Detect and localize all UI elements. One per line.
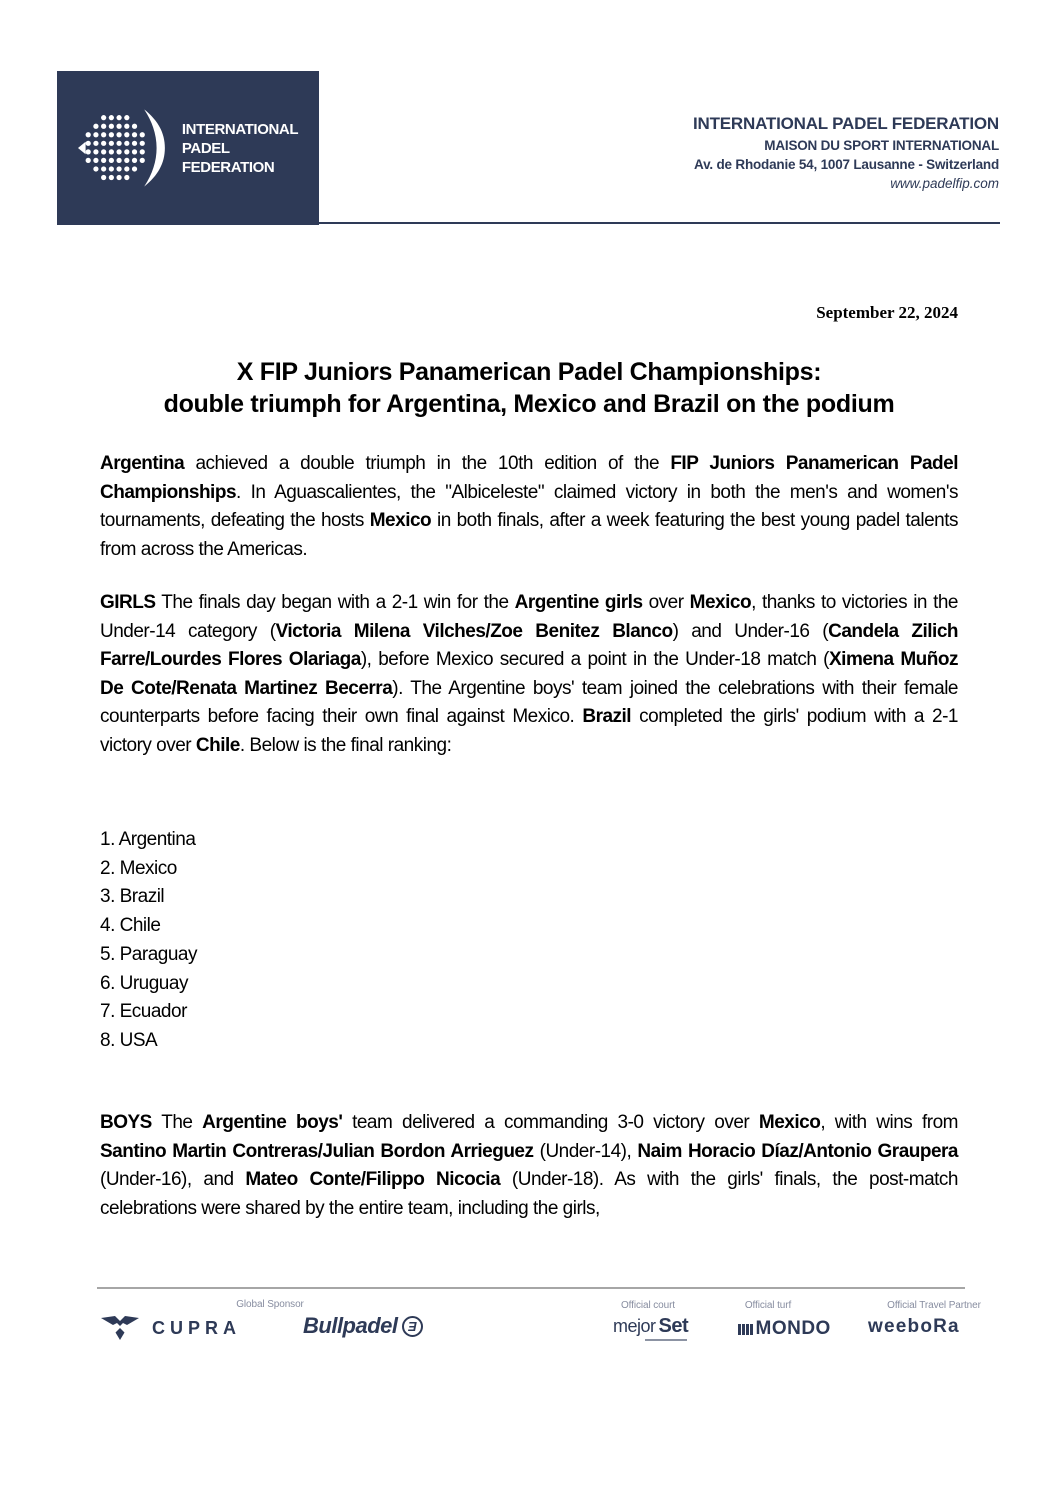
bold-text-run: Argentine boys' [202,1112,343,1133]
text-run: , thanks to victories in the Under-14 category ( [100,592,958,642]
text-run: ). The Argentine boys' team joined the celebrations with their female counterparts before facing their own final against Mexico. [100,677,958,728]
ranking-list-item: 2. Mexico [100,857,177,879]
ipf-logo-line2: PADEL [181,139,230,157]
ranking-list-item: 3. Brazil [100,886,165,908]
mondo-wordmark: MONDO [755,1318,831,1339]
ipf-ball-icon [78,108,169,188]
text-run: team delivered a commanding 3-0 victory over [342,1112,759,1133]
text-run: (Under-16), and [100,1169,246,1191]
org-name: INTERNATIONAL PADEL FEDERATION [693,114,999,133]
mondo-bars-icon [738,1324,753,1335]
text-run: . In Aguascalientes, the "Albiceleste" claimed victory in both the men's and women's tournaments, defeating the hosts [100,481,958,532]
ranking-list-item: 8. USA [100,1029,158,1051]
mejorset-tagline-strip [645,1339,687,1341]
text-run: The finals day began with a 2-1 win for the [155,592,515,613]
paragraph-girls [100,589,958,761]
text-run: achieved a double triumph in the 10th edition of the [184,453,671,474]
weebora-wordmark: weeboRa [868,1316,960,1337]
text-run: The [151,1112,203,1133]
text-run: , with wins from [820,1112,958,1133]
bold-text-run: Ximena Muñoz De Cote/Renata Martinez Becerra [100,649,958,699]
ipf-logo-line3: FEDERATION [181,158,275,176]
page-title-line1: X FIP Juniors Panamerican Padel Championships: [236,358,822,386]
ipf-logo-line1: INTERNATIONAL [181,120,299,138]
bold-text-run: BOYS [100,1112,152,1133]
travel-partner-label: Official Travel Partner [887,1300,981,1311]
bold-text-run: Candela Zilich Farre/Lourdes Flores Olariaga [100,620,959,671]
page-title [100,357,958,420]
bold-text-run: Argentine girls [514,592,643,613]
paragraph-intro [100,450,958,564]
bold-text-run: Chile [195,734,240,756]
bullpadel-logo [303,1313,423,1339]
text-run: in both finals, after a week featuring the best young padel talents from across the Americas. [100,510,958,560]
bold-text-run: Victoria Milena Vilches/Zoe Benitez Blanco [275,620,673,642]
cupra-logo [100,1315,241,1341]
mejorset-word-mejor: mejor [613,1316,656,1336]
ranking-list-item: 1. Argentina [100,829,196,850]
girls-ranking-list [100,826,500,1056]
bold-text-run: Mateo Conte/Filippo Nicocia [245,1169,501,1191]
text-run: (Under-18). As with the girls' finals, the post-match celebrations were shared by the entire team, including the girls, [100,1169,959,1219]
mejorset-word-set: Set [658,1315,689,1337]
text-run: ), before Mexico secured a point in the Under-18 match ( [360,649,829,671]
bold-text-run: Argentina [100,453,185,474]
mejorset-logo [613,1315,688,1341]
cupra-wordmark: CUPRA [152,1317,242,1338]
mondo-logo [738,1318,831,1340]
address-line1: MAISON DU SPORT INTERNATIONAL [764,138,999,153]
official-court-label: Official court [621,1300,675,1311]
weebora-logo [868,1316,960,1338]
ranking-list-item: 5. Paraguay [100,943,197,965]
text-run: . Below is the final ranking: [239,734,452,756]
website-url: www.padelfip.com [890,176,999,191]
text-run: over [642,592,690,613]
bold-text-run: FIP Juniors Panamerican Padel Championships [100,453,959,503]
mejorset-wordmark [613,1315,688,1338]
page-title-line2: double triumph for Argentina, Mexico and Brazil on the podium [163,389,895,418]
cupra-emblem-icon [100,1315,140,1341]
letterhead [693,112,999,194]
bold-text-run: Mexico [758,1112,821,1133]
official-turf-label: Official turf [744,1300,792,1311]
address-line2: Av. de Rhodanie 54, 1007 Lausanne - Switzerland [694,157,999,172]
bold-text-run: GIRLS [100,592,156,613]
bold-text-run: Santino Martin Contreras/Julian Bordon Arrieguez [100,1140,534,1162]
paragraph-boys [100,1109,958,1223]
bold-text-run: Brazil [582,706,632,728]
bullpadel-circle-icon: Ǝ [402,1316,423,1337]
bullpadel-wordmark: Bullpadel [303,1313,398,1338]
text-run: (Under-14), [533,1140,638,1162]
ranking-list-item: 4. Chile [100,915,161,937]
bold-text-run: Mexico [689,592,752,613]
bold-text-run: Naim Horacio Díaz/Antonio Graupera [637,1140,958,1162]
ipf-logo [57,71,319,225]
document-date: September 22, 2024 [816,303,958,322]
global-sponsor-label: Global Sponsor [236,1299,304,1310]
ranking-list-item: 7. Ecuador [100,1001,187,1023]
ipf-logo-wordmark [182,120,298,177]
text-run: completed the girls' podium with a 2-1 victory over [100,706,958,756]
bold-text-run: Mexico [369,510,432,532]
text-run: ) and Under-16 ( [672,620,829,642]
ranking-list-item: 6. Uruguay [100,972,188,994]
footer-divider [97,1287,965,1289]
